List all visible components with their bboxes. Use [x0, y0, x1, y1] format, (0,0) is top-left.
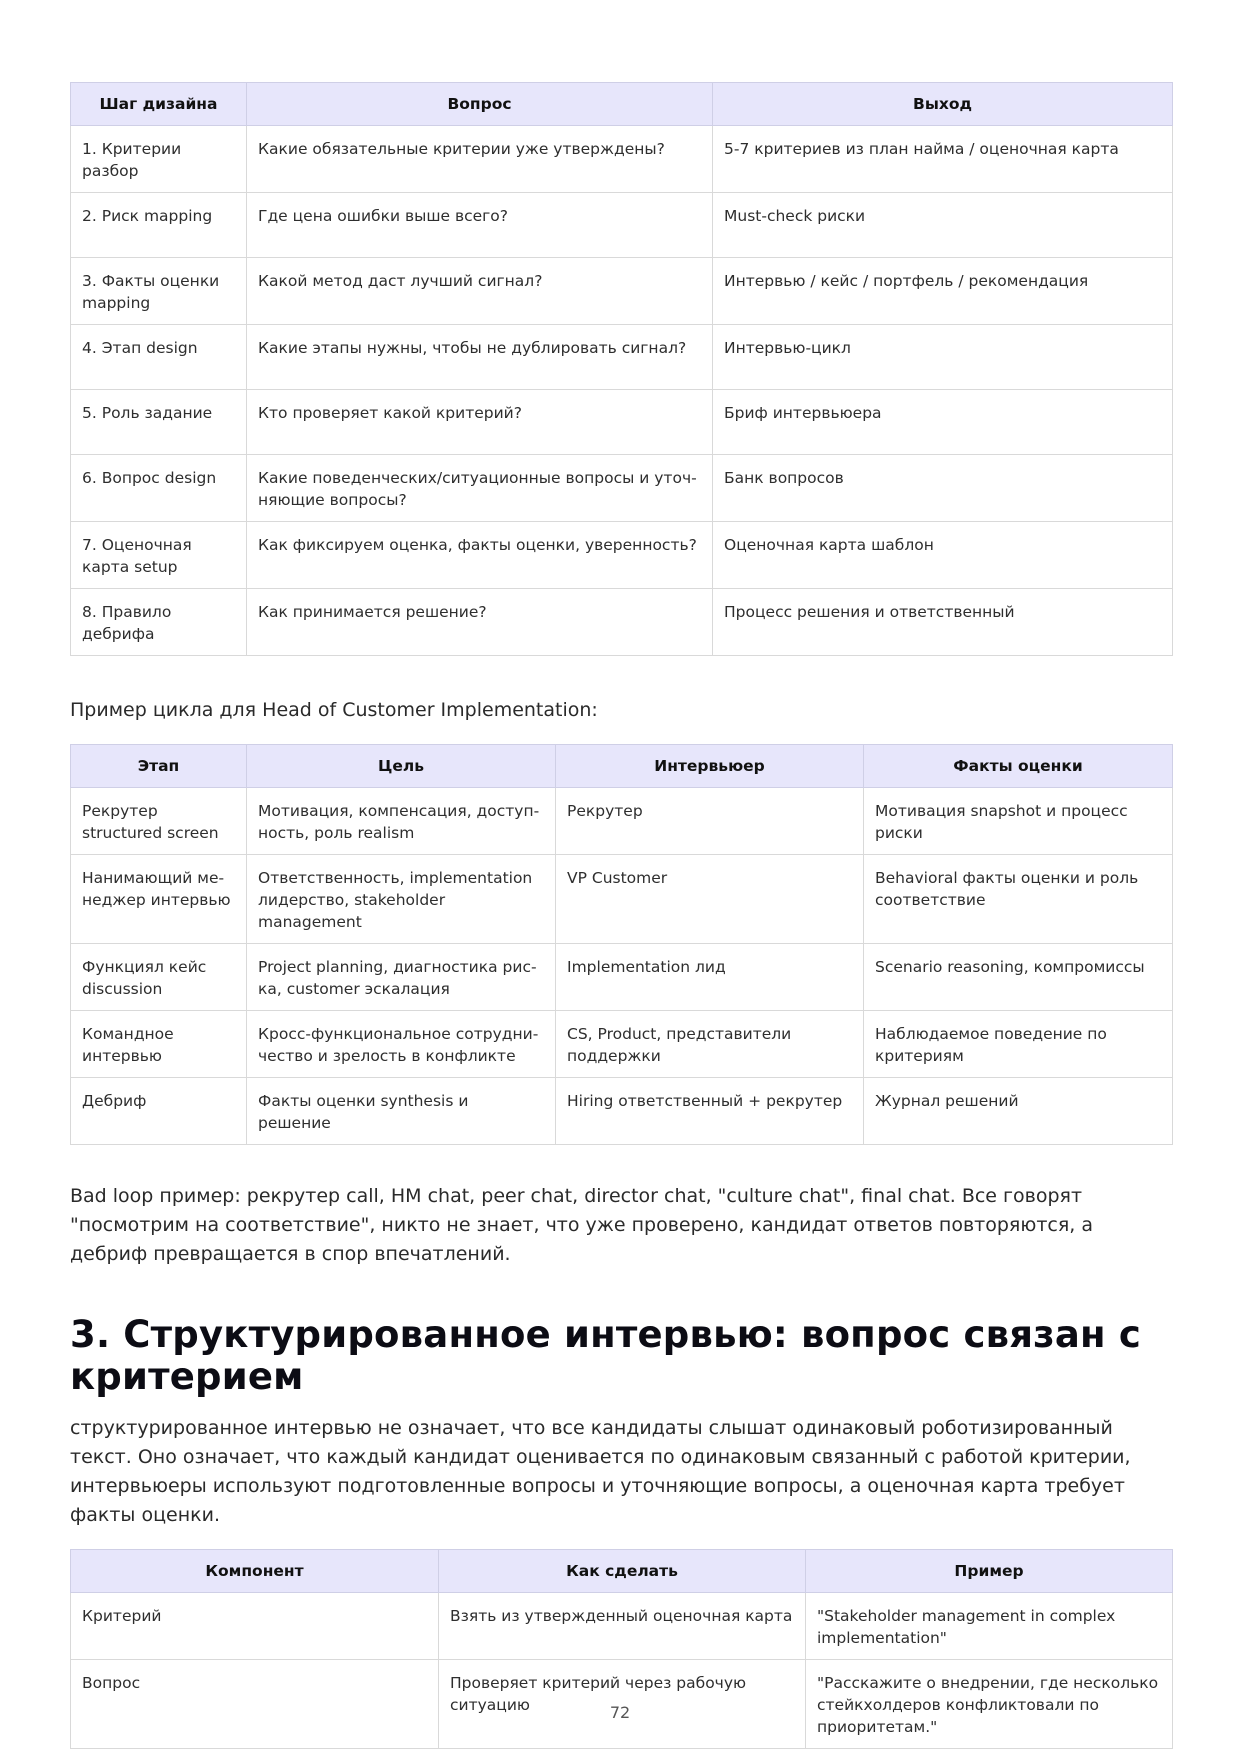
table-cell: Мотивация snapshot и процесс риски	[864, 788, 1173, 855]
column-header: Факты оценки	[864, 745, 1173, 788]
table-cell: Кто проверяет какой критерий?	[247, 390, 713, 455]
table-cell: Ответственность, implementation лидерство, stakeholder management	[247, 855, 556, 944]
column-header: Шаг дизайна	[71, 83, 247, 126]
table-cell: Кросс-функциональное сотрудничество и зрелость в конфликте	[247, 1011, 556, 1078]
table-cell: 5. Роль задание	[71, 390, 247, 455]
table-row	[71, 126, 1173, 193]
table-cell: Наблюдаемое поведение по критериям	[864, 1011, 1173, 1078]
table-cell: Как принимается решение?	[247, 589, 713, 656]
table-row	[71, 390, 1173, 455]
table-cell: Какие этапы нужны, чтобы не дублировать сигнал?	[247, 325, 713, 390]
column-header: Компонент	[71, 1550, 439, 1593]
table-row	[71, 1078, 1173, 1145]
column-header: Как сделать	[439, 1550, 806, 1593]
bad-loop-paragraph: Bad loop пример: рекрутер call, HM chat, peer chat, director chat, "culture chat", final chat. Все говорят "посмотрим на соответствие", никто не знает, что уже проверено, кандидат ответов повторяются, а дебриф превращается в спор впечатлений.	[70, 1185, 1093, 1265]
table-cell: Рекрутер	[556, 788, 864, 855]
table-cell: Командное интервью	[71, 1011, 247, 1078]
table-cell: "Stakeholder management in complex implementation"	[806, 1593, 1173, 1660]
table-cell: Какие поведенческих/ситуационные вопросы и уточняющие вопросы?	[247, 455, 713, 522]
table-cell: Факты оценки synthesis и решение	[247, 1078, 556, 1145]
table-cell: Функциял кейс discussion	[71, 944, 247, 1011]
table-header-row	[71, 1550, 1173, 1593]
table-cell: Где цена ошибки выше всего?	[247, 193, 713, 258]
column-header: Этап	[71, 745, 247, 788]
table-cell: 6. Вопрос design	[71, 455, 247, 522]
table-cell: Hiring ответственный + рекрутер	[556, 1078, 864, 1145]
table-cell: 5-7 критериев из план найма / оценочная карта	[713, 126, 1173, 193]
column-header: Выход	[713, 83, 1173, 126]
table-row	[71, 522, 1173, 589]
table-cell: Мотивация, компенсация, доступность, роль realism	[247, 788, 556, 855]
table-cell: 1. Критерии разбор	[71, 126, 247, 193]
table-cell: Какие обязательные критерии уже утверждены?	[247, 126, 713, 193]
table-cell: Банк вопросов	[713, 455, 1173, 522]
table-cell: 4. Этап design	[71, 325, 247, 390]
table-cell: Behavioral факты оценки и роль соответствие	[864, 855, 1173, 944]
table-cell: Бриф интервьюера	[713, 390, 1173, 455]
table-cell: Как фиксируем оценка, факты оценки, уверенность?	[247, 522, 713, 589]
table-row	[71, 788, 1173, 855]
table-cell: Project planning, диагностика риска, customer эскалация	[247, 944, 556, 1011]
table-row	[71, 589, 1173, 656]
page-number: 72	[609, 1703, 631, 1722]
table-row	[71, 455, 1173, 522]
column-header: Интервьюер	[556, 745, 864, 788]
table-cell: Implementation лид	[556, 944, 864, 1011]
table-cell: Вопрос	[71, 1660, 439, 1749]
table-cell: Нанимающий менеджер интервью	[71, 855, 247, 944]
table-cell: 2. Риск mapping	[71, 193, 247, 258]
table-row	[71, 1011, 1173, 1078]
table-row	[71, 193, 1173, 258]
column-header: Вопрос	[247, 83, 713, 126]
intro-paragraph: структурированное интервью не означает, что все кандидаты слышат одинаковый роботизированный текст. Оно означает, что каждый кандидат оценивается по одинаковым связанный с работой критерии, интервьюеры используют подготовленные вопросы и уточняющие вопросы, а оценочная карта требует факты оценки.	[70, 1417, 1131, 1526]
table-cell: Журнал решений	[864, 1078, 1173, 1145]
table-cell: VP Customer	[556, 855, 864, 944]
document-page	[70, 82, 1172, 1749]
table-row	[71, 258, 1173, 325]
table-cell: Критерий	[71, 1593, 439, 1660]
table-cell: Какой метод даст лучший сигнал?	[247, 258, 713, 325]
table-row	[71, 855, 1173, 944]
table-cell: 7. Оценочная карта setup	[71, 522, 247, 589]
table-header-row	[71, 745, 1173, 788]
column-header: Цель	[247, 745, 556, 788]
table-caption: Пример цикла для Head of Customer Implementation:	[70, 699, 598, 721]
table-cell: "Расскажите о внедрении, где несколько стейкхолдеров конфликтовали по приоритетам."	[806, 1660, 1173, 1749]
interview-loop-table	[70, 744, 1173, 1145]
table-cell: Оценочная карта шаблон	[713, 522, 1173, 589]
table-cell: Интервью-цикл	[713, 325, 1173, 390]
table-cell: Взять из утвержденный оценочная карта	[439, 1593, 806, 1660]
table-header-row	[71, 83, 1173, 126]
section-heading: 3. Структурированное интервью: вопрос связан с критерием	[70, 1313, 1142, 1398]
table-cell: Дебриф	[71, 1078, 247, 1145]
column-header: Пример	[806, 1550, 1173, 1593]
table-cell: Рекрутер structured screen	[71, 788, 247, 855]
table-row	[71, 944, 1173, 1011]
table-row	[71, 1593, 1173, 1660]
table-cell: Интервью / кейс / портфель / рекомендация	[713, 258, 1173, 325]
design-steps-table	[70, 82, 1173, 656]
table-cell: 3. Факты оценки mapping	[71, 258, 247, 325]
table-cell: Must-check риски	[713, 193, 1173, 258]
table-cell: CS, Product, представители поддержки	[556, 1011, 864, 1078]
table-row	[71, 325, 1173, 390]
table-cell: Scenario reasoning, компромиссы	[864, 944, 1173, 1011]
table-cell: 8. Правило дебрифа	[71, 589, 247, 656]
table-cell: Процесс решения и ответственный	[713, 589, 1173, 656]
table-cell: Проверяет критерий через рабочую ситуацию	[439, 1660, 806, 1749]
